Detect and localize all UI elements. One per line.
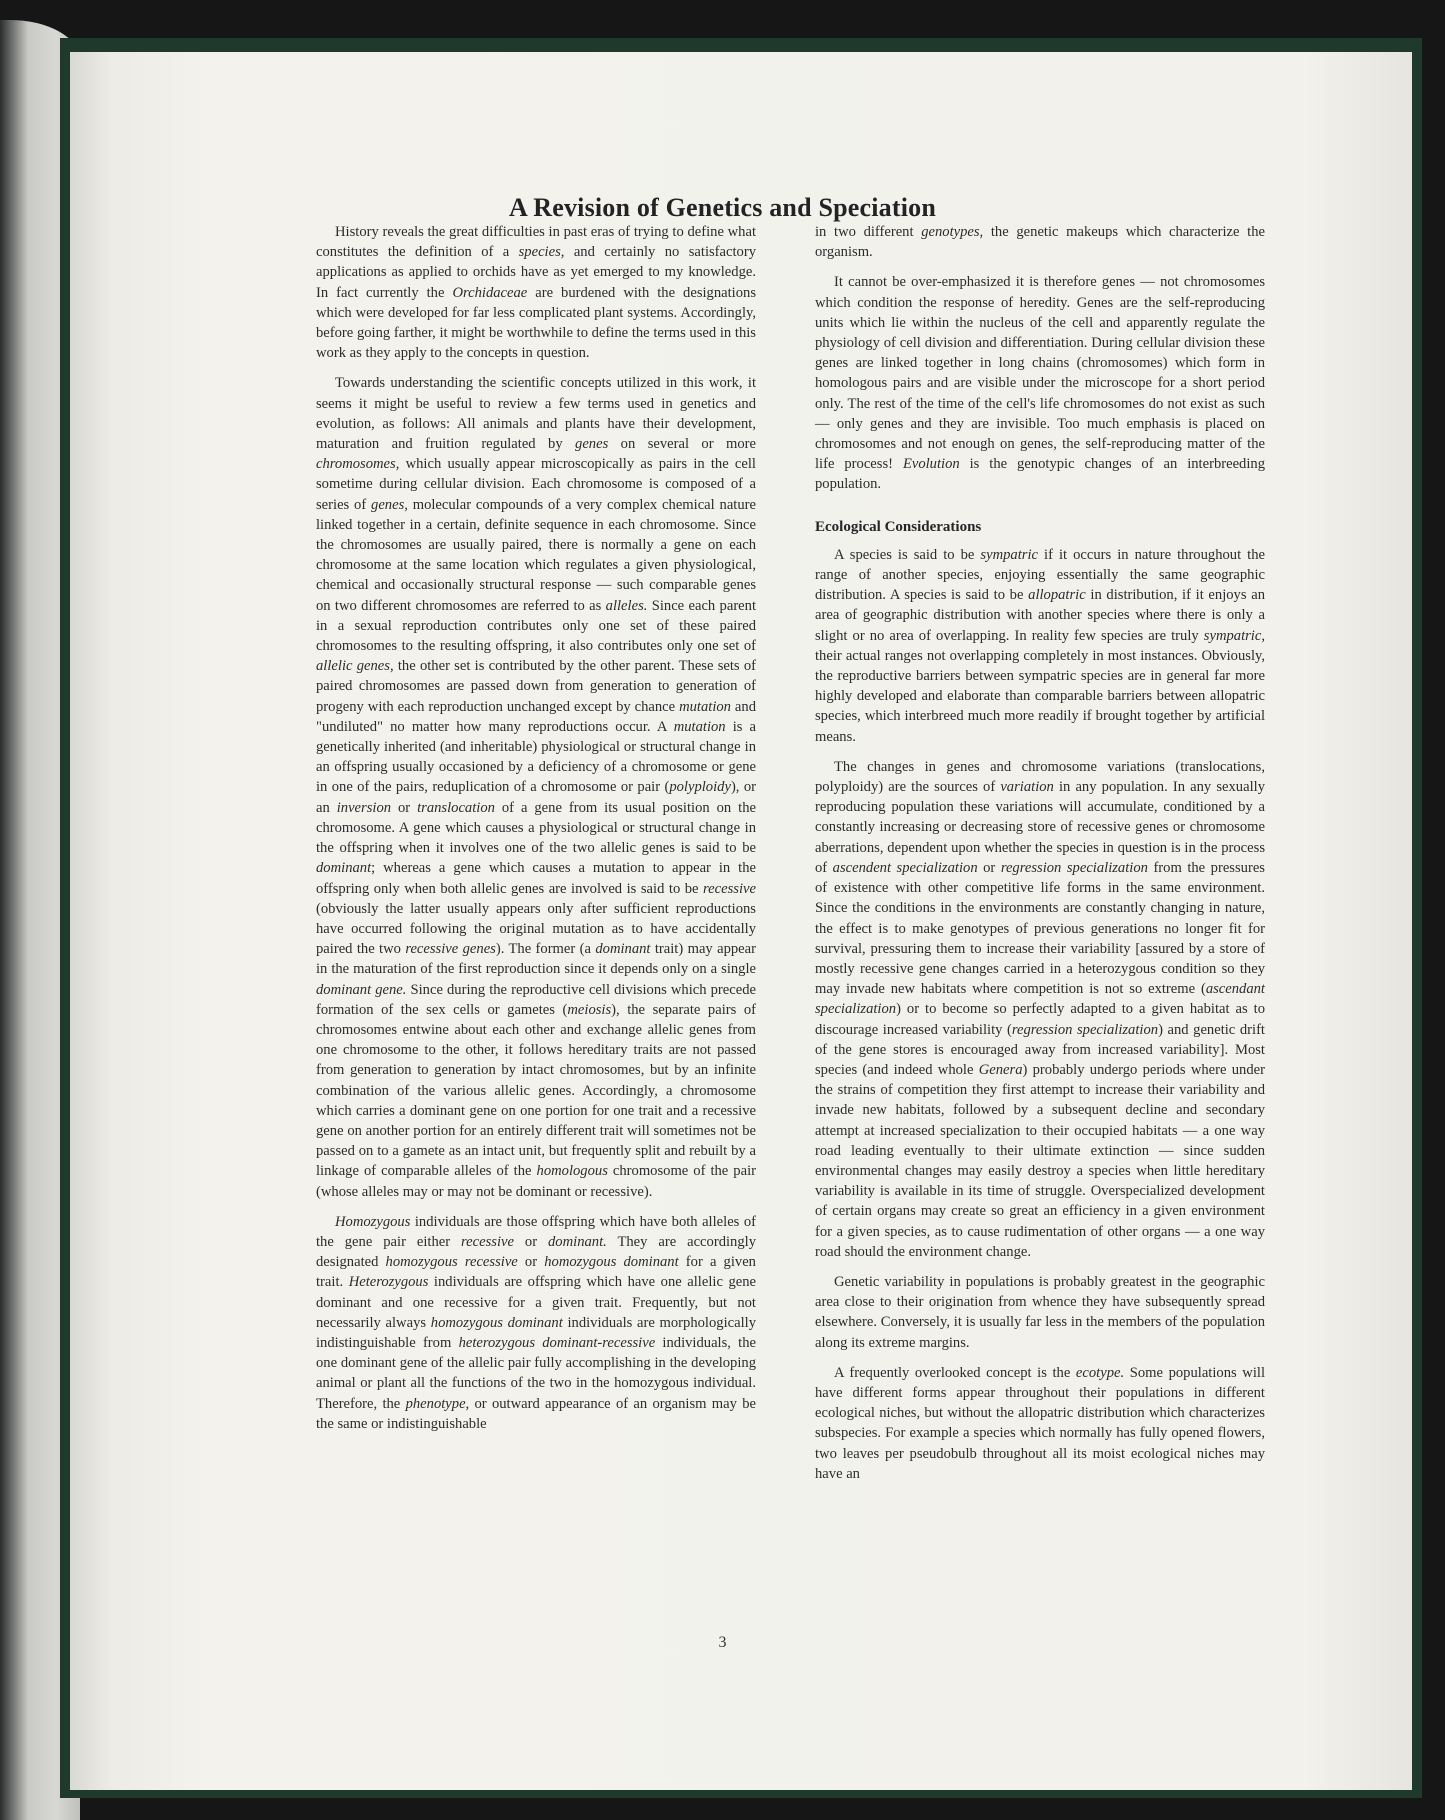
italic-term: inversion [336, 799, 392, 816]
italic-term: sympatric, [1203, 627, 1265, 644]
italic-term: dominant. [548, 1233, 607, 1250]
left-column-paragraphs [316, 222, 756, 1434]
italic-term: genes [575, 436, 609, 453]
italic-term: homologous [536, 1163, 608, 1180]
paragraph: Genetic variability in populations is probably greatest in the geographic area close to their origination from whence they have subsequently spread elsewhere. Conversely, it is usually far less in the members of the population along its extreme margins. [815, 1273, 1265, 1351]
italic-term: mutation [679, 698, 731, 715]
italic-term: chromosomes, [316, 456, 400, 473]
right-column-continuation [815, 222, 1265, 262]
section-heading: Ecological Considerations [815, 518, 982, 535]
italic-term: Heterozygous [348, 1274, 429, 1291]
italic-term: recessive [703, 880, 756, 897]
italic-term: recessive [461, 1233, 514, 1250]
paragraph: The changes in genes and chromosome variations (translocations, polyploidy) are the sources of variation in any population. In any sexually reproducing population these variations will accumulate, conditioned by a constantly increasing or decreasing store of recessive genes or chromosome aberrations, dependent upon whether the species in question is in the process of ascendent specialization or regression specialization from the pressures of existence with other competitive life forms in the same environment. Since the conditions in the environments are constantly changing in nature, the effect is to make genotypes of previous generations no longer fit for survival, pressuring them to increase their variability [assured by a store of mostly recessive gene changes carried in a heterozygous condition so they may invade new habitats where competition is not so extreme (ascendant specialization) or to become so perfectly adapted to a given habitat as to discourage increased variability (regression specialization) and genetic drift of the gene stores is encouraged away from increased variability]. Most species (and indeed whole Genera) probably undergo periods where under the strains of competition they first attempt to increase their variability and invade new habitats, followed by a subsequent decline and secondary attempt at increased specialization to their occupied habitats — a one way road leading eventually to their ultimate extinction — since sudden environmental changes may easily destroy a species when little hereditary variability is available in its time of struggle. Overspecialized development of certain organs may create so great an efficiency in a given environment for a given species, as to cause rudimentation of other organs — a one way road should the environment change. [815, 758, 1265, 1260]
italic-term: alleles. [605, 597, 648, 614]
italic-term: mutation [673, 718, 726, 735]
italic-term: regression specialization [1011, 1021, 1159, 1038]
italic-term: allopatric [1028, 587, 1086, 604]
italic-term: variation [1000, 779, 1054, 796]
italic-term: Orchidaceae [452, 284, 528, 301]
italic-term: ascendent specialization [832, 859, 978, 876]
paragraph: A frequently overlooked concept is the ecotype. Some populations will have different forms appear throughout their populations in different ecological niches, but without the allopatric distribution which characterizes subspecies. For example a species which normally has fully opened flowers, two leaves per pseudobulb throughout all its moist ecological niches may have an [815, 1364, 1265, 1482]
italic-term: recessive genes [405, 941, 496, 958]
page-title: A Revision of Genetics and Speciation [508, 193, 937, 223]
italic-term: homozygous dominant [544, 1254, 679, 1271]
italic-term: regression specialization [1000, 859, 1148, 876]
paragraph: A species is said to be sympatric if it occurs in nature throughout the range of another species, enjoying essentially the same geographic distribution. A species is said to be allopatric in distribution, if it enjoys an area of geographic distribution with another species where there is only a slight or no area of overlapping. In reality few species are truly sympatric, their actual ranges not overlapping completely in most instances. Obviously, the reproductive barriers between sympatric species are in general far more highly developed and elaborate than comparable barriers between allopatric species, which interbreed much more readily if brought together by artificial means. [815, 546, 1265, 745]
italic-term: Evolution [902, 456, 960, 473]
italic-term: dominant gene. [316, 981, 407, 998]
italic-term: meiosis [567, 1001, 612, 1018]
paragraph: History reveals the great difficulties in past eras of trying to define what constitutes the definition of a species, and certainly no satisfactory applications as applied to orchids have as yet emerged to my knowledge. In fact currently the Orchidaceae are burdened with the designations which were developed for far less complicated plant systems. Accordingly, before going farther, it might be worthwhile to define the terms used in this work as they apply to the concepts in question. [316, 224, 757, 362]
italic-term: heterozygous dominant-recessive [458, 1334, 656, 1351]
italic-term: allelic genes, [316, 658, 394, 675]
italic-term: dominant [316, 860, 372, 877]
italic-term: sympatric [980, 546, 1038, 563]
paragraph: in two different genotypes, the genetic makeups which characterize the organism. [815, 224, 1265, 261]
italic-term: translocation [417, 799, 495, 816]
paragraph: It cannot be over-emphasized it is therefore genes — not chromosomes which condition the response of heredity. Genes are the self-reproducing units which lie within the nucleus of the cell and apparently regulate the physiology of cell division and differentiation. During cellular division these genes are linked together in long chains (chromosomes) which form in homologous pairs and are visible under the microscope for a short period only. The rest of the time of the cell's life chromosomes do not exist as such — only genes and they are invisible. Too much emphasis is placed on chromosomes and not enough on genes, the self-reproducing matter of the life process! Evolution is the genotypic changes of an interbreeding population. [815, 274, 1266, 493]
italic-term: species, [518, 244, 565, 261]
italic-term: homozygous recessive [385, 1254, 518, 1271]
italic-term: phenotype, [405, 1395, 470, 1412]
right-column-paragraphs-b [815, 545, 1265, 1484]
italic-term: genotypes, [921, 224, 984, 240]
italic-term: polyploidy [669, 779, 731, 796]
italic-term: ecotype. [1075, 1364, 1125, 1381]
italic-term: homozygous dominant [430, 1314, 563, 1331]
paragraph: Towards understanding the scientific concepts utilized in this work, it seems it might be useful to review a few terms used in genetics and evolution, as follows: All animals and plants have their development, maturation and fruition regulated by genes on several or more chromosomes, which usually appear microscopically as pairs in the cell sometime during cellular division. Each chromosome is composed of a series of genes, molecular compounds of a very complex chemical nature linked together in a certain, definite sequence in each chromosome. Since the chromosomes are usually paired, there is normally a gene on each chromosome at the same location which regulates a given physiological, chemical and occasionally structural response — such comparable genes on two different chromosomes are referred to as alleles. Since each parent in a sexual reproduction contributes only one set of these paired chromosomes to the resulting offspring, it also contributes only one set of allelic genes, the other set is contributed by the other parent. These sets of paired chromosomes are passed down from generation to generation of progeny with each reproduction unchanged except by chance mutation and "undiluted" no matter how many reproductions occur. A mutation is a genetically inherited (and inheritable) physiological or structural change in an offspring usually occasioned by a deficiency of a chromosome or gene in one of the pairs, reduplication of a chromosome or pair (polyploidy), or an inversion or translocation of a gene from its usual position on the chromosome. A gene which causes a physiological or structural change in the offspring when it involves one of the two allelic genes is said to be dominant; whereas a gene which causes a mutation to appear in the offspring only when both allelic genes are involved is said to be recessive (obviously the latter usually appears only after sufficient reproductions have occurred following the original mutation as to have accidentally paired the two recessive genes). The former (a dominant trait) may appear in the maturation of the first reproduction since it depends only on a single dominant gene. Since during the reproductive cell divisions which precede formation of the sex cells or gametes (meiosis), the separate pairs of chromosomes entwine about each other and exchange allelic genes from one chromosome to the other, it follows hereditary traits are not passed from generation to generation by intact chromosomes, but by an infinite combination of the various allelic genes. Accordingly, a chromosome which carries a dominant gene on one portion for one trait and a recessive gene on another portion for an entirely different trait will sometimes not be passed on to a gamete as an intact unit, but frequently split and rebuilt by a linkage of comparable alleles of the homologous chromosome of the pair (whose alleles may or may not be dominant or recessive). [316, 375, 757, 1200]
right-column-paragraphs-a [815, 272, 1265, 494]
italic-term: Homozygous [335, 1213, 411, 1230]
italic-term: Genera [978, 1061, 1023, 1078]
italic-term: genes, [371, 496, 408, 513]
left-column [316, 222, 756, 1444]
paragraph: Homozygous individuals are those offspring which have both alleles of the gene pair either recessive or dominant. They are accordingly designated homozygous recessive or homozygous dominant for a given trait. Heterozygous individuals are offspring which have one allelic gene dominant and one recessive for a given trait. Frequently, but not necessarily always homozygous dominant individuals are morphologically indistinguishable from heterozygous dominant-recessive individuals, the one dominant gene of the allelic pair fully accomplishing in the developing animal or plant all the functions of the two in the homozygous individual. Therefore, the phenotype, or outward appearance of an organism may be the same or indistinguishable [316, 1213, 757, 1432]
italic-term: ascendant specialization [815, 981, 1265, 1018]
right-column [815, 222, 1265, 1494]
page-number: 3 [718, 1634, 727, 1651]
italic-term: dominant [595, 941, 651, 958]
